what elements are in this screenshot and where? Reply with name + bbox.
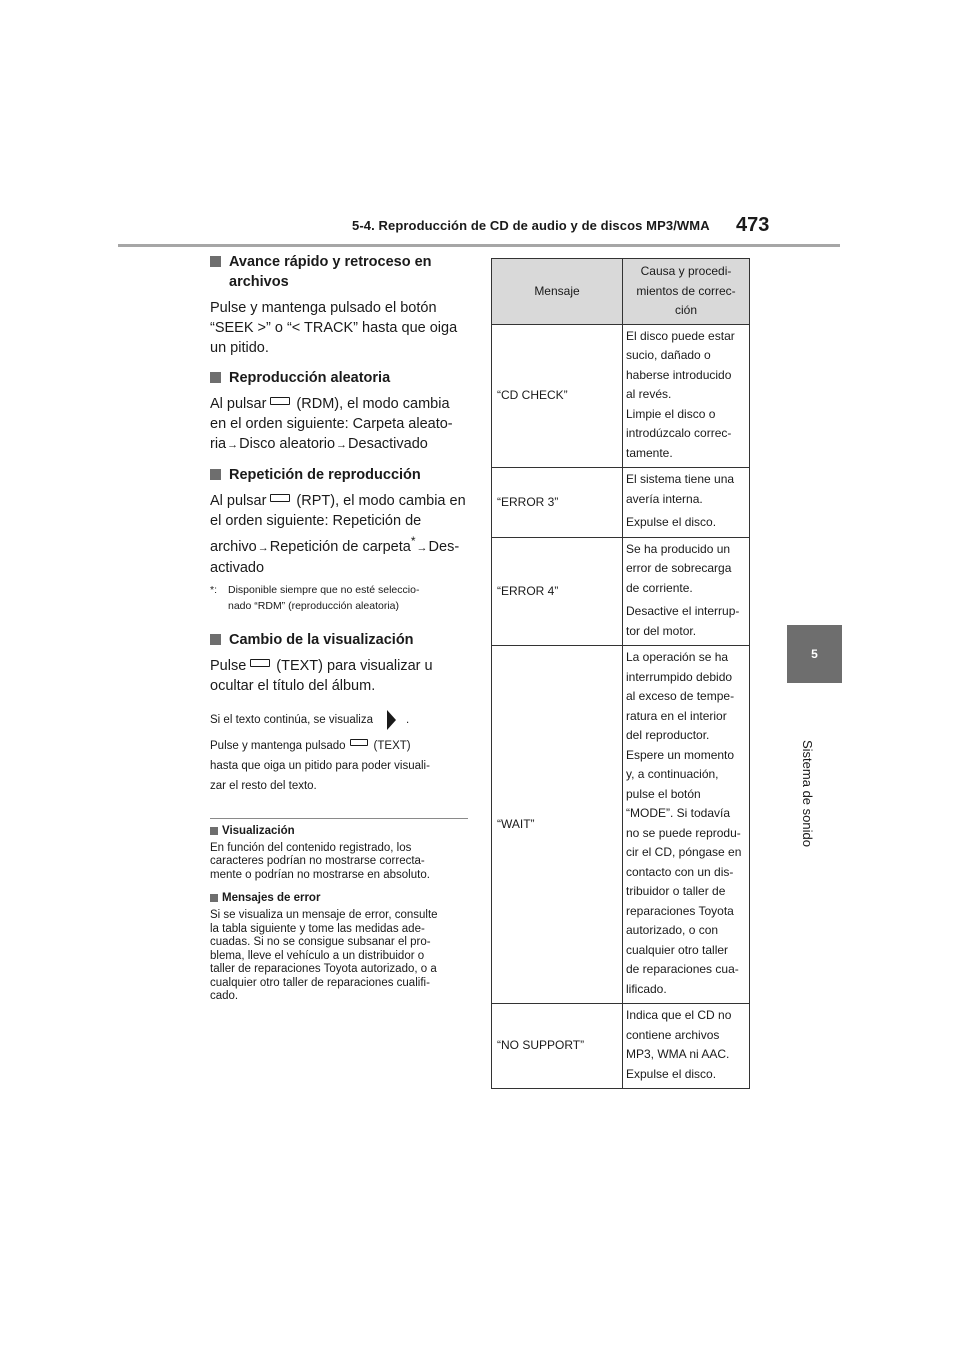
text-line: introdúzcalo correc- bbox=[626, 426, 732, 440]
text-line: taller de reparaciones Toyota autorizado, o a bbox=[210, 963, 437, 976]
text-line: El sistema tiene una bbox=[626, 472, 735, 486]
table-header-row bbox=[492, 259, 750, 325]
text-line: mente o podrían no mostrarse en absoluto. bbox=[210, 868, 430, 881]
heading-line: archivos bbox=[229, 274, 289, 290]
text-line: cualquier otro taller bbox=[626, 942, 729, 957]
heading-line: Avance rápido y retroceso en bbox=[229, 254, 432, 270]
cause-cell bbox=[623, 468, 750, 538]
text-line: sucio, dañado o bbox=[626, 348, 711, 362]
section-heading-random bbox=[210, 368, 468, 388]
text-line: cuadas. Si no se consigue subsanar el pro- bbox=[210, 936, 431, 949]
text-span: (RDM), el modo cambia bbox=[296, 396, 450, 412]
button-outline-icon bbox=[250, 659, 270, 667]
text-line: caracteres podrían no mostrarse correcta- bbox=[210, 855, 425, 868]
text-line bbox=[210, 491, 468, 511]
note-heading-visualization bbox=[210, 825, 468, 837]
text-line: ción bbox=[674, 303, 697, 317]
cause-cell bbox=[623, 537, 750, 646]
text-line: avería interna. bbox=[626, 491, 703, 506]
text-span: Pulse y mantenga pulsado bbox=[210, 739, 346, 752]
section-title: 5-4. Reproducción de CD de audio y de discos MP3/WMA bbox=[352, 218, 710, 233]
text-line: en el orden siguiente: Carpeta aleato- bbox=[210, 416, 453, 432]
chapter-tab bbox=[787, 625, 842, 683]
text-line: del reproductor. bbox=[626, 728, 710, 742]
message-cell: “ERROR 3” bbox=[492, 468, 623, 538]
footnote bbox=[210, 582, 468, 614]
text-line: Se ha producido un bbox=[626, 541, 731, 556]
text-line: Espere un momento bbox=[626, 747, 735, 762]
header-divider bbox=[118, 244, 840, 247]
paragraph-fast-forward bbox=[210, 298, 468, 358]
text-line bbox=[210, 434, 468, 455]
text-line: Desactive el interrup- bbox=[626, 604, 740, 618]
text-line: cado. bbox=[210, 990, 239, 1003]
text-line: la tabla siguiente y tome las medidas ade- bbox=[210, 922, 425, 935]
message-cell: “ERROR 4” bbox=[492, 537, 623, 646]
message-cell: “CD CHECK” bbox=[492, 324, 623, 468]
text-continues-note bbox=[210, 710, 468, 730]
text-line: Disponible siempre que no esté seleccio- bbox=[228, 583, 420, 596]
text-line: La operación se ha bbox=[626, 650, 729, 664]
text-line: En función del contenido registrado, los bbox=[210, 841, 412, 854]
text-line: Indica que el CD no bbox=[626, 1008, 732, 1022]
text-span: archivo bbox=[210, 538, 257, 555]
text-span: Repetición de carpeta bbox=[269, 538, 411, 555]
arrow-right-icon: → bbox=[416, 541, 428, 554]
text-line bbox=[210, 736, 468, 756]
text-line: Expulse el disco. bbox=[626, 515, 717, 529]
text-line: pulse el botón bbox=[626, 786, 701, 801]
button-outline-icon bbox=[270, 494, 290, 502]
cause-cell bbox=[623, 646, 750, 1004]
text-line: mientos de correc- bbox=[636, 283, 736, 298]
text-line: autorizado, o con bbox=[626, 923, 719, 937]
text-line: Pulse y mantenga pulsado el botón bbox=[210, 300, 437, 316]
text-line: Limpie el disco o bbox=[626, 406, 716, 421]
text-line: cir el CD, póngase en bbox=[626, 845, 742, 859]
text-span: (TEXT) para visualizar u bbox=[276, 657, 433, 674]
text-line bbox=[210, 531, 468, 558]
button-outline-icon bbox=[350, 739, 368, 746]
text-line: ratura en el interior bbox=[626, 708, 727, 723]
text-line: hasta que oiga un pitido para poder visuali- bbox=[210, 759, 430, 772]
table-row bbox=[492, 468, 750, 538]
table-row bbox=[492, 1004, 750, 1089]
note-text-errors bbox=[210, 909, 468, 1004]
button-outline-icon bbox=[270, 397, 290, 405]
chapter-tab-number: 5 bbox=[811, 647, 818, 661]
text-span: Al pulsar bbox=[210, 396, 267, 412]
text-line: de corriente. bbox=[626, 580, 693, 595]
text-line: activado bbox=[210, 559, 265, 576]
arrow-right-icon: → bbox=[336, 439, 348, 451]
text-span: Al pulsar bbox=[210, 493, 267, 509]
footnote-marker: * bbox=[410, 534, 416, 548]
text-line: un pitido. bbox=[210, 340, 269, 356]
header-cause bbox=[623, 259, 750, 325]
text-line: zar el resto del texto. bbox=[210, 779, 317, 792]
text-line: contiene archivos bbox=[626, 1027, 720, 1042]
section-heading-repeat bbox=[210, 465, 468, 485]
text-line bbox=[210, 656, 468, 676]
heading-line: Repetición de reproducción bbox=[229, 467, 421, 483]
text-line: “MODE”. Si todavía bbox=[626, 806, 731, 820]
text-line: al exceso de tempe- bbox=[626, 689, 735, 703]
text-line: tamente. bbox=[626, 445, 673, 460]
cause-cell bbox=[623, 324, 750, 468]
text-line: de reparaciones cua- bbox=[626, 962, 739, 976]
note-title: Visualización bbox=[222, 824, 295, 837]
paragraph-display bbox=[210, 656, 468, 696]
notes-divider bbox=[210, 818, 468, 819]
text-line: interrumpido debido bbox=[626, 669, 733, 684]
table-row bbox=[492, 324, 750, 468]
note-title: Mensajes de error bbox=[222, 892, 321, 905]
text-span: Pulse bbox=[210, 657, 247, 674]
press-hold-note bbox=[210, 736, 468, 796]
text-line: MP3, WMA ni AAC. bbox=[626, 1047, 730, 1061]
table-row bbox=[492, 537, 750, 646]
square-bullet-icon bbox=[210, 894, 218, 902]
note-heading-errors bbox=[210, 892, 468, 904]
play-arrow-icon bbox=[387, 710, 396, 730]
section-heading-display bbox=[210, 630, 468, 650]
text-span: ria bbox=[210, 436, 227, 452]
left-column bbox=[210, 252, 468, 1004]
paragraph-repeat bbox=[210, 491, 468, 578]
paragraph-random bbox=[210, 394, 468, 455]
footnote-mark: *: bbox=[210, 583, 218, 596]
square-bullet-icon bbox=[210, 634, 221, 645]
text-line: lificado. bbox=[626, 981, 667, 996]
text-line: contacto con un dis- bbox=[626, 864, 734, 879]
section-heading-fast-forward bbox=[210, 252, 468, 292]
text-line: “SEEK >” o “< TRACK” hasta que oiga bbox=[210, 320, 458, 336]
text-span: Des- bbox=[428, 538, 460, 555]
message-cell: “NO SUPPORT” bbox=[492, 1004, 623, 1089]
text-line: al revés. bbox=[626, 387, 672, 401]
text-line: blema, lleve el vehículo a un distribuidor o bbox=[210, 949, 425, 962]
error-messages-table bbox=[491, 258, 750, 1089]
text-span: (RPT), el modo cambia en bbox=[296, 493, 466, 509]
chapter-tab-label: Sistema de sonido bbox=[800, 740, 815, 847]
message-cell: “WAIT” bbox=[492, 646, 623, 1004]
arrow-right-icon: → bbox=[257, 541, 269, 554]
header-message: Mensaje bbox=[492, 259, 623, 325]
text-line: el orden siguiente: Repetición de bbox=[210, 513, 422, 529]
text-line: Expulse el disco. bbox=[626, 1066, 717, 1081]
text-span: Si el texto continúa, se visualiza bbox=[210, 713, 374, 726]
square-bullet-icon bbox=[210, 469, 221, 480]
table-row bbox=[492, 646, 750, 1004]
text-span: Desactivado bbox=[348, 436, 428, 452]
text-line: ocultar el título del álbum. bbox=[210, 677, 376, 694]
text-span: Disco aleatorio bbox=[239, 436, 336, 452]
note-text-visualization bbox=[210, 842, 468, 883]
text-line: error de sobrecarga bbox=[626, 561, 732, 575]
square-bullet-icon bbox=[210, 827, 218, 835]
square-bullet-icon bbox=[210, 256, 221, 267]
text-line: Causa y procedi- bbox=[640, 264, 732, 278]
cause-cell bbox=[623, 1004, 750, 1089]
text-span: (TEXT) bbox=[373, 739, 411, 752]
square-bullet-icon bbox=[210, 372, 221, 383]
text-line: cualquier otro taller de reparaciones cualifi- bbox=[210, 976, 430, 989]
text-line bbox=[210, 394, 468, 414]
text-line: haberse introducido bbox=[626, 367, 732, 382]
text-line: El disco puede estar bbox=[626, 328, 735, 343]
heading-line: Cambio de la visualización bbox=[229, 631, 414, 648]
page-number: 473 bbox=[736, 214, 770, 236]
text-line: y, a continuación, bbox=[626, 767, 719, 781]
text-line: tor del motor. bbox=[626, 623, 697, 638]
text-line: tribuidor o taller de bbox=[626, 884, 726, 898]
arrow-right-icon: → bbox=[227, 439, 239, 451]
text-line: nado “RDM” (reproducción aleatoria) bbox=[228, 599, 399, 612]
text-span: . bbox=[406, 713, 410, 726]
text-line: Si se visualiza un mensaje de error, consulte bbox=[210, 909, 438, 922]
text-line: no se puede reprodu- bbox=[626, 825, 741, 840]
heading-line: Reproducción aleatoria bbox=[229, 370, 391, 386]
text-line: reparaciones Toyota bbox=[626, 903, 734, 918]
